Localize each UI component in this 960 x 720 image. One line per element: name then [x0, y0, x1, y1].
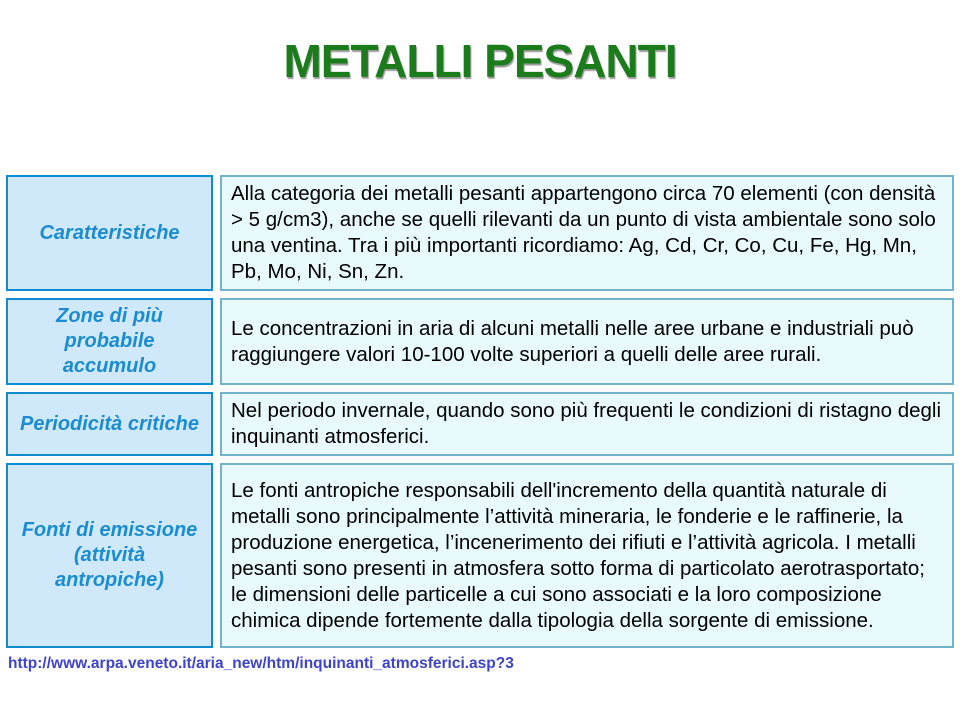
row-label-cell — [6, 175, 213, 291]
row-description-cell — [220, 392, 954, 456]
table-row — [6, 463, 954, 648]
row-description-cell — [220, 175, 954, 291]
row-description-cell — [220, 463, 954, 648]
row-label: Fonti di emissione (attività antropiche) — [21, 519, 198, 592]
row-label: Periodicità critiche — [20, 412, 199, 435]
table-row — [6, 175, 954, 291]
row-description-cell — [220, 298, 954, 385]
row-description: Nel periodo invernale, quando sono più frequenti le condizioni di ristagno degli inquinanti atmosferici. — [231, 399, 942, 449]
table-row — [6, 298, 954, 385]
row-label-cell — [6, 392, 213, 456]
slide — [0, 34, 960, 720]
table-row — [6, 392, 954, 456]
row-label-cell — [6, 298, 213, 385]
page-title: METALLI PESANTI — [283, 35, 677, 87]
row-description: Le concentrazioni in aria di alcuni metalli nelle aree urbane e industriali può raggiungere valori 10-100 volte superiori a quelli delle aree rurali. — [231, 316, 914, 366]
source-link[interactable]: http://www.arpa.veneto.it/aria_new/htm/inquinanti_atmosferici.asp?3 — [8, 655, 514, 672]
row-description: Le fonti antropiche responsabili dell'incremento della quantità naturale di metalli sono principalmente l’attività mineraria, le fonderie e le raffinerie, la produzione energetica, l’incenerimento dei rifiuti e l’attività agricola. I metalli pesanti sono presenti in atmosfera sotto forma di particolato aerotrasportato; le dimensioni delle particelle a cui sono associati e la loro composizione chimica dipende fortemente dalla tipologia della sorgente di emissione. — [231, 478, 925, 632]
row-label: Zone di più probabile accumulo — [56, 305, 163, 378]
row-label: Caratteristiche — [39, 221, 180, 244]
info-table — [6, 175, 954, 648]
row-label-cell — [6, 463, 213, 648]
row-description: Alla categoria dei metalli pesanti appartengono circa 70 elementi (con densità > 5 g/cm3), anche se quelli rilevanti da un punto di vista ambientale sono solo una ventina. Tra i più importanti ricordiamo: Ag, Cd, Cr, Co, Cu, Fe, Hg, Mn, Pb, Mo, Ni, Sn, Zn. — [231, 182, 936, 284]
